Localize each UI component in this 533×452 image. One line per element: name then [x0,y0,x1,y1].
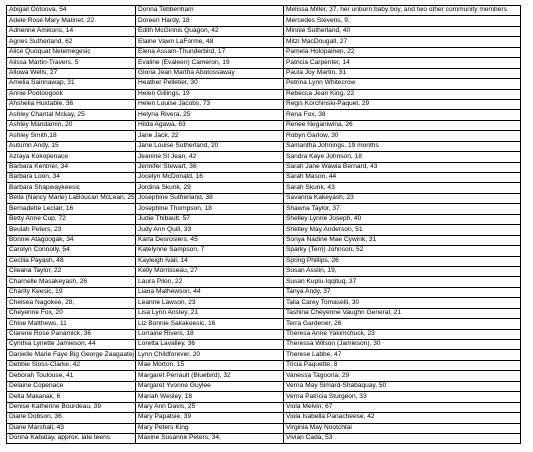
table-row [7,162,521,172]
name-cell: Spring Phillips, 26 [284,256,521,266]
name-cell: Autumn Andy, 15 [7,141,136,151]
name-cell: Sarah Skunk, 43 [284,183,521,193]
name-cell: Abigail Ootoova, 54 [7,6,136,16]
name-cell: Adele Rose Mary Matinet, 22 [7,16,136,26]
table-row [7,246,521,256]
name-cell: Viola Isabella Panacheese, 42 [284,413,521,423]
name-cell: Ashley Smith,18 [7,131,136,141]
table-row [7,204,521,214]
table-row [7,183,521,193]
name-cell: Melissa Miller, 37, her unborn baby boy, and two other community members [284,6,521,16]
name-cell: Judie Thibault, 57 [136,214,284,224]
name-cell: Charity Keesic, 19 [7,287,136,297]
name-cell: Amelia Sainnawap, 31 [7,79,136,89]
name-cell: Jordina Skunk, 29 [136,183,284,193]
name-cell: Mitzi MacDougall, 27 [284,37,521,47]
name-cell: Ahshelia Huxtable, 36 [7,99,136,109]
name-cell: Laura Pilon, 22 [136,277,284,287]
name-cell: Shawna Taylor, 37 [284,204,521,214]
table-row [7,47,521,57]
name-cell: Lisa Lynn Anstey, 21 [136,308,284,318]
table-row [7,423,521,433]
name-cell: Pamela Holopainen, 22 [284,47,521,57]
name-cell: Ashley Chantal Mckay, 25 [7,110,136,120]
name-cell: Sarah Mason, 44 [284,173,521,183]
table-row [7,371,521,381]
table-row [7,26,521,36]
name-cell: Leanne Lawson, 23 [136,298,284,308]
name-cell: Kayleigh Ivall, 14 [136,256,284,266]
name-cell: Denise Katherine Bourdeau, 39 [7,402,136,412]
name-cell: Edith McGinnis Quagon, 42 [136,26,284,36]
table-row [7,266,521,276]
table-row [7,360,521,370]
name-cell: Liana Mathewson, 44 [136,287,284,297]
name-cell: Vivian Cada, 53 [284,433,521,443]
name-cell: Chloe Matthews, 11 [7,319,136,329]
name-cell: Cileana Taylor, 22 [7,266,136,276]
table-row [7,381,521,391]
table-row [7,110,521,120]
name-cell: Josephine Thompson, 18 [136,204,284,214]
name-cell: Elena Assam-Thunderbird, 17 [136,47,284,57]
name-cell: Jennifer Stewart, 36 [136,162,284,172]
name-cell: Doreen Hardy, 18 [136,16,284,26]
name-cell: Donna Tebbenham [136,6,284,16]
name-cell: Sarah Jane Wawia Bernard, 43 [284,162,521,172]
table-row [7,214,521,224]
name-cell: Verna Patricia Sturgeon, 33 [284,392,521,402]
name-cell: Terra Gardener, 26 [284,319,521,329]
name-cell: Tanya Andy, 37 [284,287,521,297]
name-cell: Jeanine St Jean, 42 [136,152,284,162]
name-cell: Sonya Nadine Mae Cywink, 31 [284,235,521,245]
name-cell: Cecilia Payash, 48 [7,256,136,266]
name-cell: Viola Melvin, 67 [284,402,521,412]
table-row [7,392,521,402]
name-cell: Regis Korchinski-Paquet, 29 [284,99,521,109]
name-cell: Theressa Wilson (Jamieson), 30 [284,340,521,350]
name-cell: Minnie Sutherland, 40 [284,26,521,36]
table-row [7,277,521,287]
name-cell: Diane Dobson, 36 [7,413,136,423]
table-row [7,120,521,130]
table-row [7,350,521,360]
name-cell: Donna Kabatay, approx. late teens [7,433,136,443]
table-row [7,235,521,245]
name-cell: Verna May Simard-Shabaquay, 50 [284,381,521,391]
name-cell: Rena Fox, 38 [284,110,521,120]
name-cell: Deborah Toulouse, 41 [7,371,136,381]
name-cell: Judy Ann Quill, 33 [136,225,284,235]
name-cell: Hilda Agawa, 63 [136,120,284,130]
name-cell: Sparky (Terri) Johnson, 52 [284,246,521,256]
name-cell: Barbara Shapwaykeesic [7,183,136,193]
name-cell: Jane Jack, 22 [136,131,284,141]
name-cell: Barbara Loon, 34 [7,173,136,183]
name-cell: Diane Marshall, 43 [7,423,136,433]
table-row [7,225,521,235]
name-cell: Mary Papatsie, 39 [136,413,284,423]
name-cell: Patricia Carpenter, 14 [284,58,521,68]
name-cell: Gloria Jean Martha Abotossaway [136,68,284,78]
table-row [7,131,521,141]
table-row [7,68,521,78]
table-row [7,89,521,99]
name-cell: Margaret Yvonne Guylee [136,381,284,391]
name-cell: Katelynne Sampson, 7 [136,246,284,256]
name-cell: Heather Pelletier, 30 [136,79,284,89]
name-cell: Karla Desrosiers, 45 [136,235,284,245]
name-cell: Agnes Sutherland, 62 [7,37,136,47]
name-cell: Mary Peters King [136,423,284,433]
name-cell: Mae Morton, 15 [136,360,284,370]
name-cell: Josephine Sutherland, 38 [136,193,284,203]
name-cell: Virginia May Nootchtai [284,423,521,433]
name-cell: Mercedes Stevens, 9, [284,16,521,26]
name-cell: Azraya Kokopenace [7,152,136,162]
name-cell: Tashina Cheyenne Vaughn General, 21 [284,308,521,318]
name-cell: Alissa Martin-Travers, 5 [7,58,136,68]
name-cell: Cynthia Lynette Jamieson, 44 [7,340,136,350]
table-row [7,99,521,109]
name-cell: Ashley Mandamin, 20 [7,120,136,130]
table-row [7,308,521,318]
names-table [6,5,521,444]
name-cell: Helen Gillings, 19 [136,89,284,99]
name-cell: Margaret Perrault (Bluebird), 32 [136,371,284,381]
name-cell: Rebecca Jean King, 22 [284,89,521,99]
name-cell: Samantha Johnings, 19 months [284,141,521,151]
table-row [7,433,521,443]
name-cell: Robyn Garlow, 30 [284,131,521,141]
name-cell: Allowa Wells, 27 [7,68,136,78]
name-cell: Delta Makanak, 6 [7,392,136,402]
name-cell: Tricia Paquette, 8 [284,360,521,370]
name-cell: Beulah Peters, 23 [7,225,136,235]
name-cell: Clarene Rose Panamick, 36 [7,329,136,339]
table-row [7,329,521,339]
table-row [7,152,521,162]
name-cell: Carolyn Connolly, 54 [7,246,136,256]
table-row [7,256,521,266]
name-cell: Shelley Lynne Joseph, 40 [284,214,521,224]
name-cell: Charnelle Masakeyash, 26 [7,277,136,287]
name-cell: Susan Kuplu-Iqqituq, 37 [284,277,521,287]
name-cell: Lorraine Rivers, 18 [136,329,284,339]
name-cell: Jocelyn McDonald, 16 [136,173,284,183]
name-cell: Chelsea Nagokee, 28, [7,298,136,308]
table-row [7,37,521,47]
name-cell: Barbara Kentner, 34 [7,162,136,172]
name-cell: Susan Asslin, 19, [284,266,521,276]
name-cell: Paula Joy Martin, 31 [284,68,521,78]
name-cell: Maxine Susanne Peters, 34, [136,433,284,443]
table-row [7,287,521,297]
name-cell: Elaine Vawn LaForme, 48 [136,37,284,47]
name-cell: Adrienne Amikons, 14 [7,26,136,36]
name-cell: Vanessa Tagoona, 29 [284,371,521,381]
table-row [7,402,521,412]
name-cell: Danielle Marie Faye Big George Zaagaatej [7,350,136,360]
name-cell: Jane Louise Sutherland, 20 [136,141,284,151]
table-row [7,6,521,16]
name-cell: Therese Labbe, 47 [284,350,521,360]
name-cell: Betty Anne Cup, 72 [7,214,136,224]
name-cell: Helyna Rivera, 25 [136,110,284,120]
table-row [7,141,521,151]
name-cell: Annie Pootoogook [7,89,136,99]
name-cell: Savanna Kakeyash, 23 [284,193,521,203]
name-cell: Lynn Childforever, 20 [136,350,284,360]
name-cell: Mariah Wesley, 18 [136,392,284,402]
name-cell: Bernadette Leclair, 16 [7,204,136,214]
name-cell: Shelley May Anderson, 51 [284,225,521,235]
name-cell: Sandra Kaye Johnson, 18 [284,152,521,162]
name-cell: Talia Carey Tomaselli, 30 [284,298,521,308]
table-row [7,340,521,350]
name-cell: Mary Ann Davis, 25 [136,402,284,412]
table-row [7,58,521,68]
name-cell: Cheyenne Fox, 20 [7,308,136,318]
table-row [7,413,521,423]
name-cell: Debbie Sloss-Clarke, 42 [7,360,136,370]
name-cell: Petrina Lynn Whitecrow [284,79,521,89]
table-row [7,16,521,26]
name-cell: Bonnie Atagoogak, 34 [7,235,136,245]
name-cell: Helen Louise Jacobs, 73 [136,99,284,109]
name-cell: Bella (Nancy Marie) LaBoucan McLean, 25 [7,193,136,203]
table-row [7,173,521,183]
table-row [7,298,521,308]
table-row [7,193,521,203]
names-table-body [7,6,521,444]
name-cell: Theresa Anne Yakimchuck, 23 [284,329,521,339]
name-cell: Delaine Copenace [7,381,136,391]
name-cell: Loretta Lavalley, 36 [136,340,284,350]
name-cell: Liz Bonnie Sakakeesic, 16 [136,319,284,329]
table-row [7,319,521,329]
table-row [7,79,521,89]
name-cell: Alice Quoquat Netemegesic [7,47,136,57]
name-cell: Evaline (Evaleen) Cameron, 19 [136,58,284,68]
name-cell: Renee Neganiwina, 26 [284,120,521,130]
name-cell: Kelly Morrisseau, 27 [136,266,284,276]
